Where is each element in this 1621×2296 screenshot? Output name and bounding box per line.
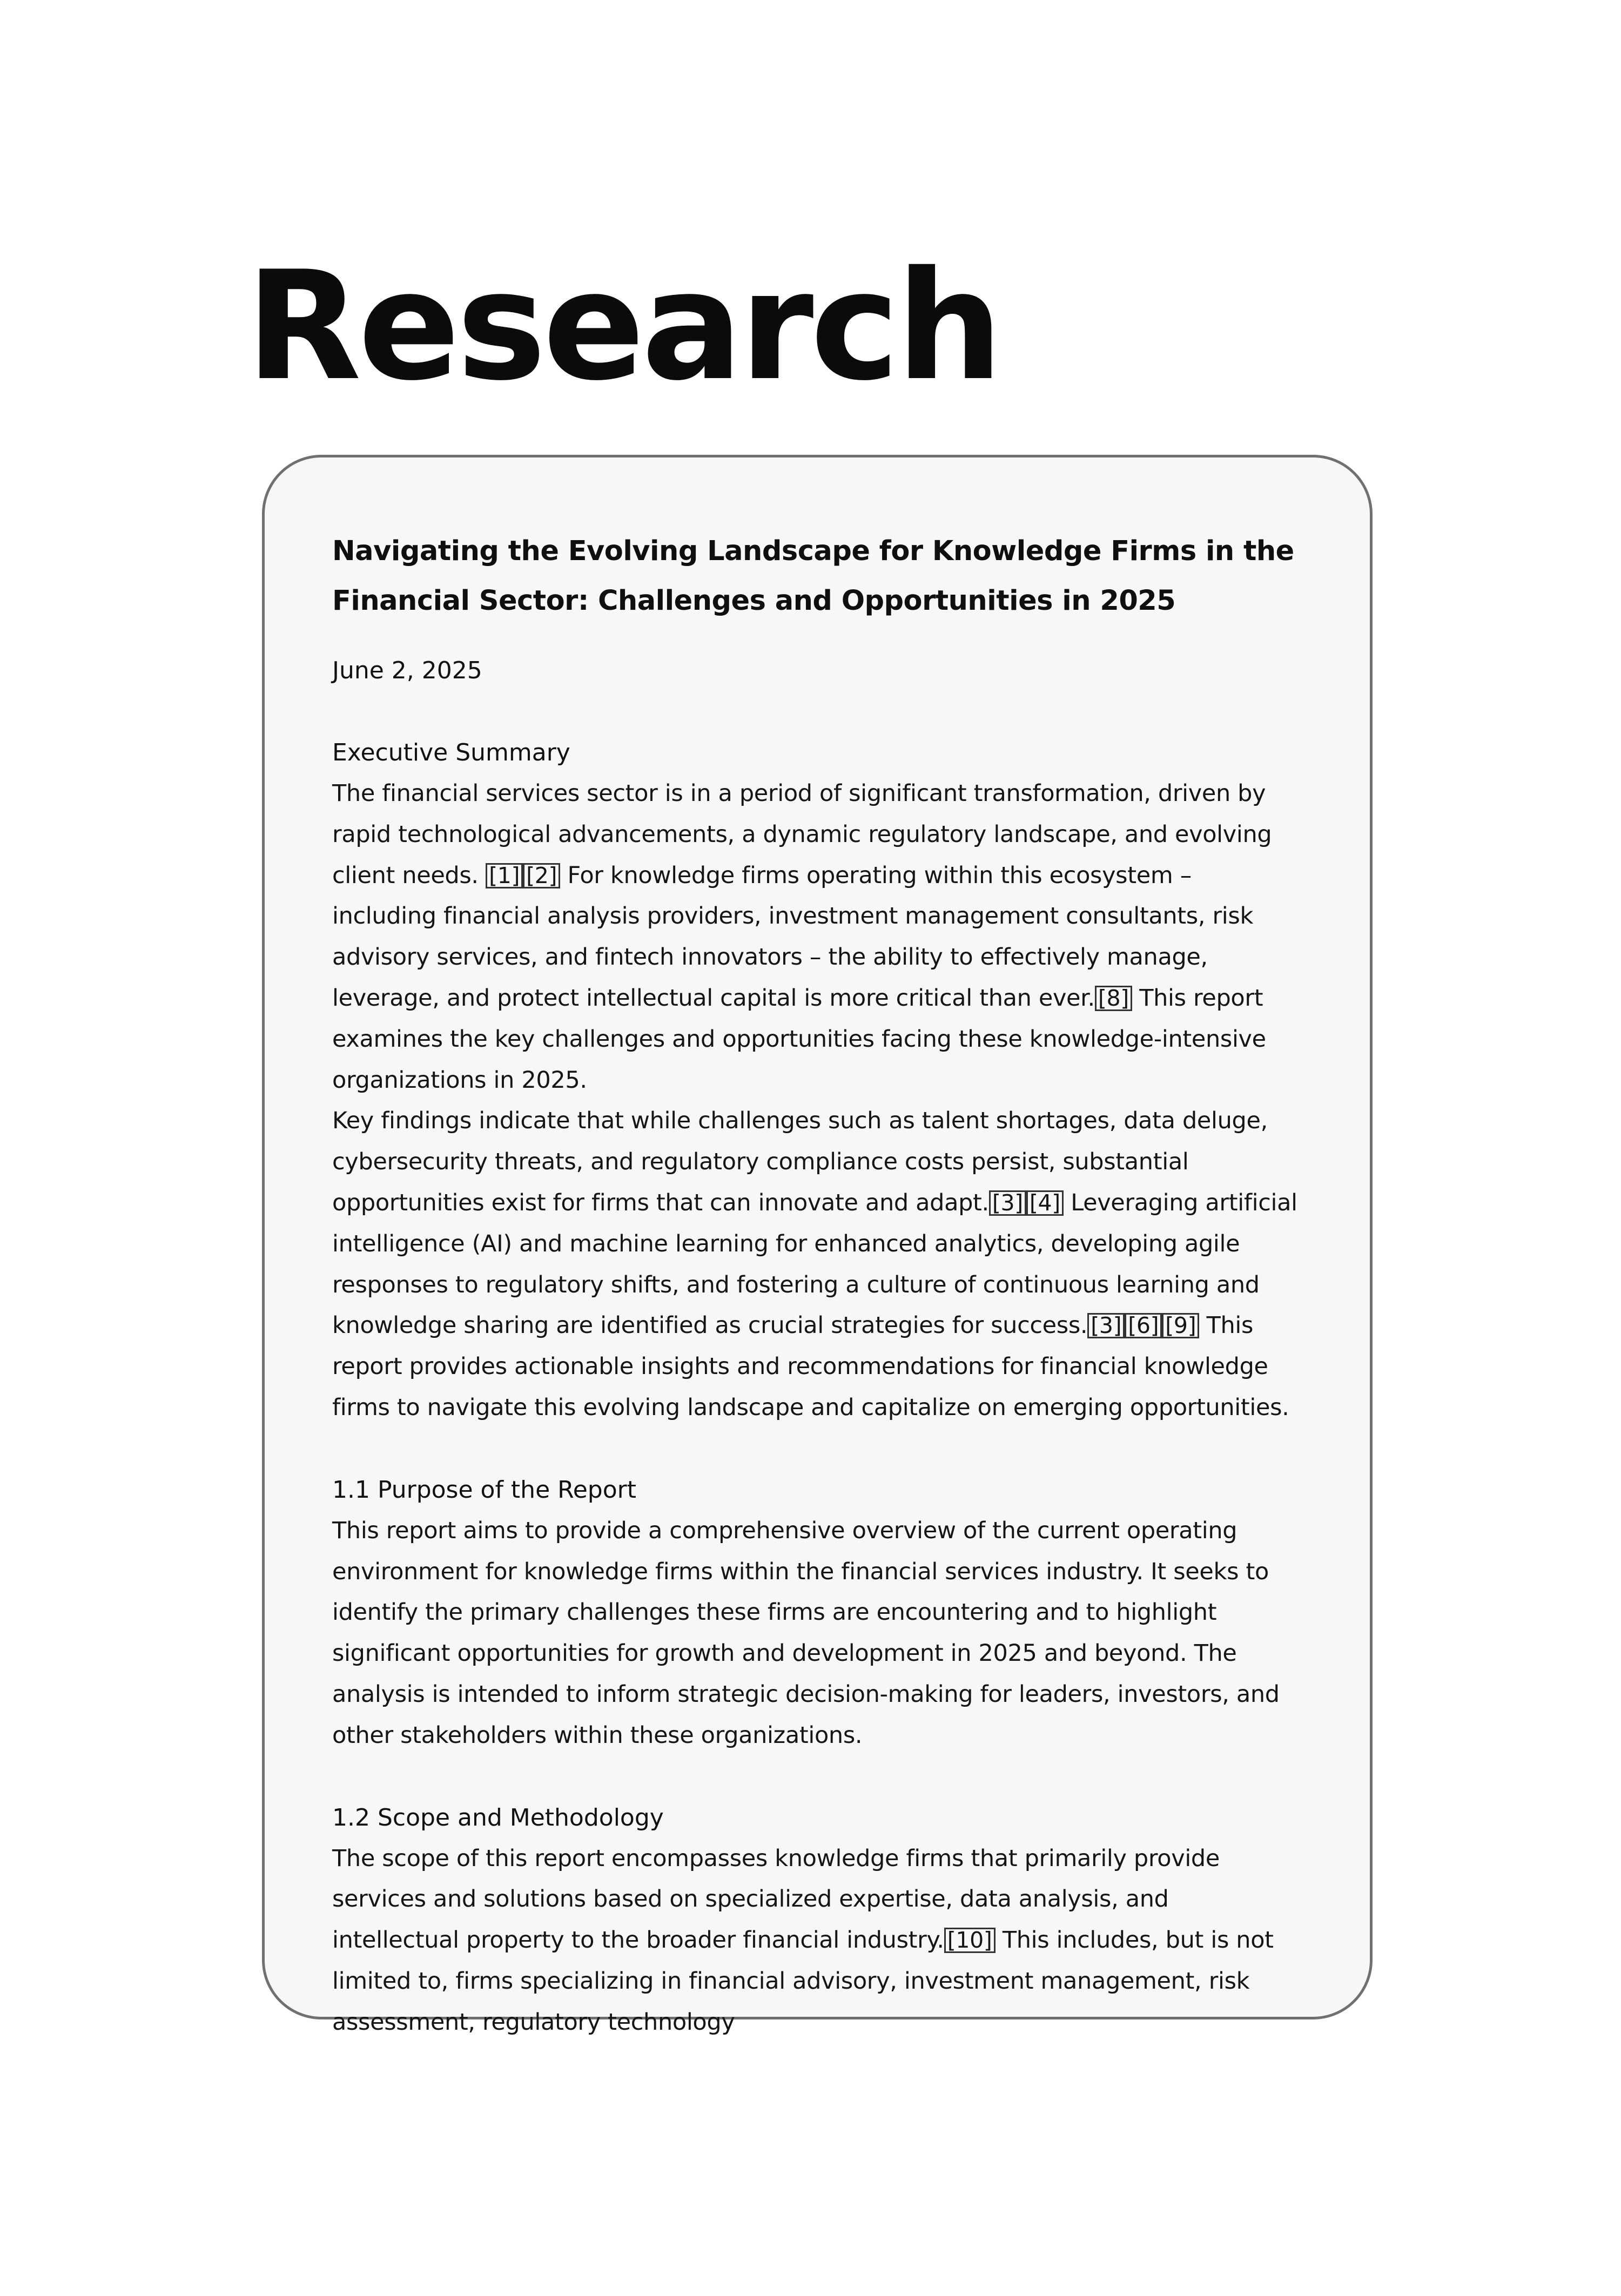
text-run: Key findings indicate that while challenges such as talent shortages, data deluge, cybersecurity threats, and regulatory compliance costs persist, substantial opportunities exist for firms that can innovate and adapt.	[332, 1107, 1268, 1216]
executive-summary-paragraph-1	[332, 773, 1302, 1101]
citation-link-6[interactable]: [6]	[1125, 1313, 1162, 1338]
document-title	[332, 527, 1302, 626]
scope-paragraph	[332, 1839, 1302, 2043]
executive-summary-heading: Executive Summary	[332, 739, 570, 766]
text-run: This report provides actionable insights and recommendations for financial knowledge firms to navigate this evolving landscape and capitalize on emerging opportunities.	[332, 1312, 1289, 1421]
text-run: For knowledge firms operating within this ecosystem – including financial analysis providers, investment management consultants, risk advisory services, and fintech innovators – the ability to effectively manage, leverage, and protect intellectual capital is more critical than ever.	[332, 861, 1254, 1012]
purpose-section	[332, 1470, 1302, 1756]
executive-summary-paragraph-2	[332, 1101, 1302, 1428]
citation-link-2[interactable]: [2]	[523, 863, 560, 888]
document-card	[262, 455, 1373, 2036]
citation-link-1[interactable]: [1]	[486, 863, 523, 888]
page-heading: Research	[246, 239, 1000, 414]
document-date: June 2, 2025	[332, 657, 482, 684]
citation-link-10[interactable]: [10]	[944, 1928, 996, 1953]
citation-link-3[interactable]: [3]	[1087, 1313, 1125, 1338]
purpose-heading: 1.1 Purpose of the Report	[332, 1476, 636, 1504]
scope-section	[332, 1797, 1302, 2043]
citation-link-9[interactable]: [9]	[1162, 1313, 1199, 1338]
text-run: The financial services sector is in a period of significant transformation, driven by rapid technological advancements, a dynamic regulatory landscape, and evolving client needs.	[332, 780, 1272, 889]
text-run: This report examines the key challenges and opportunities facing these knowledge-intensive organizations in 2025.	[332, 984, 1266, 1094]
citation-link-8[interactable]: [8]	[1095, 986, 1132, 1011]
purpose-paragraph: This report aims to provide a comprehensive overview of the current operating environment for knowledge firms within the financial services industry. It seeks to identify the primary challenges these firms are encountering and to highlight significant opportunities for growth and development in 2025 and beyond. The analysis is intended to inform strategic decision-making for leaders, investors, and other stakeholders within these organizations.	[332, 1517, 1280, 1749]
scope-heading: 1.2 Scope and Methodology	[332, 1803, 664, 1832]
text-run: This includes, but is not limited to, firms specializing in financial advisory, investment management, risk assessment, regulatory technology	[332, 1927, 1274, 2036]
citation-link-3[interactable]: [3]	[989, 1190, 1026, 1216]
text-run: The scope of this report encompasses knowledge firms that primarily provide services and solutions based on specialized expertise, data analysis, and intellectual property to the broader financial industry.	[332, 1844, 1220, 1954]
document-title-line-1: Navigating the Evolving Landscape for Knowledge Firms in the	[332, 535, 1294, 567]
text-run: Leveraging artificial intelligence (AI) and machine learning for enhanced analytics, developing agile responses to regulatory shifts, and fostering a culture of continuous learning and knowledge sharing are identified as crucial strategies for success.	[332, 1189, 1297, 1339]
citation-link-4[interactable]: [4]	[1026, 1190, 1064, 1216]
executive-summary-section	[332, 732, 1302, 1429]
document-title-line-2: Financial Sector: Challenges and Opportunities in 2025	[332, 585, 1176, 617]
